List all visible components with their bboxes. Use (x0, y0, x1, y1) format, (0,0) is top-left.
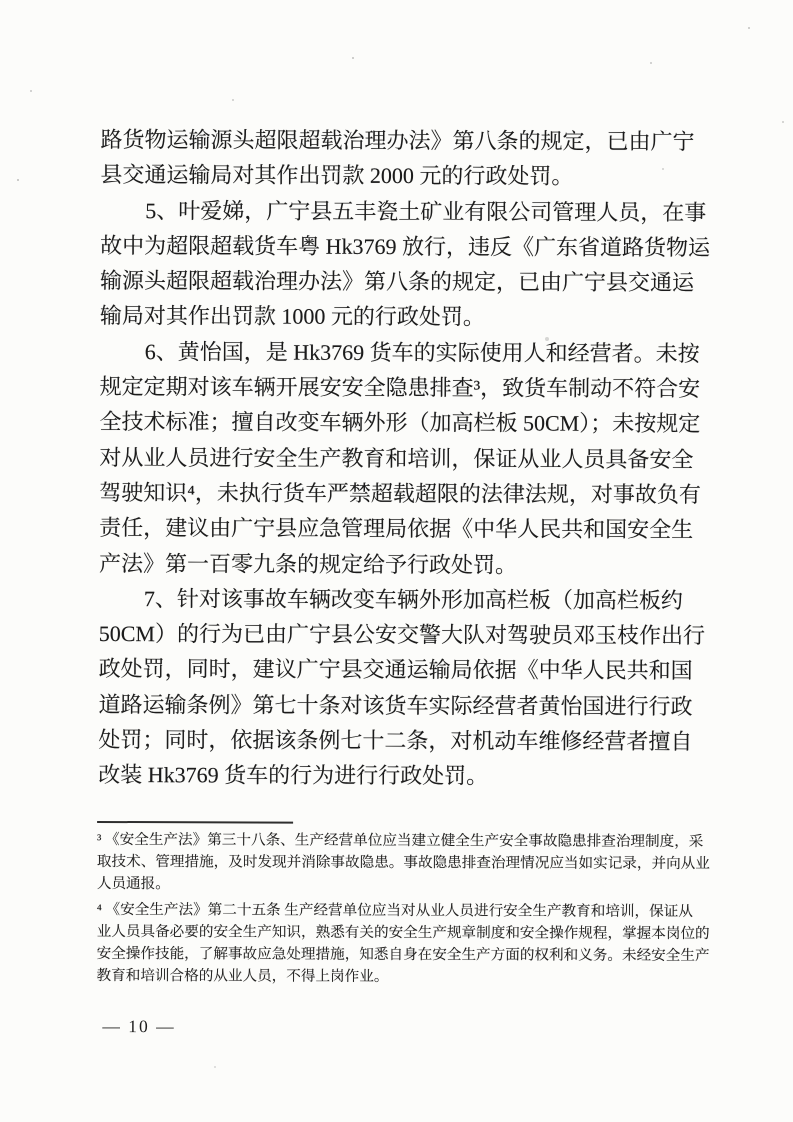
footnote-line: 安全操作技能，了解事故应急处理措施，知悉自身在安全生产方面的权利和义务。未经安全生产 (96, 945, 710, 965)
body-text-line: 输局对其作出罚款 1000 元的行政处罚。 (99, 303, 485, 330)
body-text-line: 政处罚，同时，建议广宁县交通运输局依据《中华人民共和国 (98, 656, 693, 684)
footnote-line: 业人员具备必要的安全生产知识，熟悉有关的安全生产规章制度和安全操作规程，掌握本岗位的 (96, 924, 710, 943)
body-text-line: 全技术标准；擅自改变车辆外形（加高栏板 50CM）；未按规定 (99, 409, 701, 437)
footnote-3 (97, 830, 711, 898)
body-text-line: 产法》第一百零九条的规定给予行政处罚。 (98, 550, 518, 577)
footnote-line: 取技术、管理措施，及时发现并消除事故隐患。事故隐患排查治理情况应当如实记录，并向从业 (96, 853, 710, 872)
body-text-line: 输源头超限超载治理办法》第八条的规定，已由广宁县交通运 (99, 268, 695, 296)
body-text-line: 7、针对该事故车辆改变车辆外形加高栏板（加高栏板约 (143, 585, 683, 613)
body-text-line: 驾驶知识⁴，未执行货车严禁超载超限的法律法规，对事故负有 (99, 479, 701, 508)
body-text-line: 故中为超限超载货车粤 Hk3769 放行，违反《广东省道路货物运 (100, 232, 711, 260)
body-text-line: 50CM）的行为已由广宁县公安交警大队对驾驶员邓玉枝作出行 (98, 621, 706, 649)
body-text-line: 路货物运输源头超限超载治理办法》第八条的规定，已由广宁 (100, 126, 695, 155)
body-text (98, 122, 712, 795)
footnote-separator (97, 821, 293, 824)
page-number: — 10 — (102, 1015, 176, 1037)
footnote-line: ⁴ 《安全生产法》第二十五条 生产经营单位应当对从业人员进行安全生产教育和培训，保证从 (96, 902, 693, 921)
body-text-line: 6、黄怡国，是 Hk3769 货车的实际使用人和经营者。未按 (144, 338, 700, 366)
body-text-line: 道路运输条例》第七十条对该货车实际经营者黄怡国进行行政 (98, 691, 693, 719)
footnote-line: 教育和培训合格的从业人员，不得上岗作业。 (96, 967, 389, 985)
footnote-line: 人员通报。 (96, 875, 170, 892)
body-text-line: 对从业人员进行安全生产教育和培训，保证从业人员具备安全 (99, 444, 694, 472)
footnotes (97, 830, 712, 990)
footnote-line: ³ 《安全生产法》第三十八条、生产经营单位应当建立健全生产安全事故隐患排查治理制度，采 (96, 831, 704, 851)
body-text-line: 改装 Hk3769 货车的行为进行行政处罚。 (98, 762, 489, 789)
body-text-line: 规定定期对该车辆开展安安全隐患排查³，致货车制动不符合安 (99, 374, 701, 402)
footnote-4 (97, 900, 711, 989)
body-text-line: 5、叶爱娣，广宁县五丰瓷土矿业有限公司管理人员，在事 (145, 197, 707, 225)
body-text-line: 责任，建议由广宁县应急管理局依据《中华人民共和国安全生 (99, 515, 694, 543)
body-text-line: 县交通运输局对其作出罚款 2000 元的行政处罚。 (100, 162, 574, 189)
body-text-line: 处罚；同时，依据该条例七十二条，对机动车维修经营者擅自 (98, 727, 693, 755)
